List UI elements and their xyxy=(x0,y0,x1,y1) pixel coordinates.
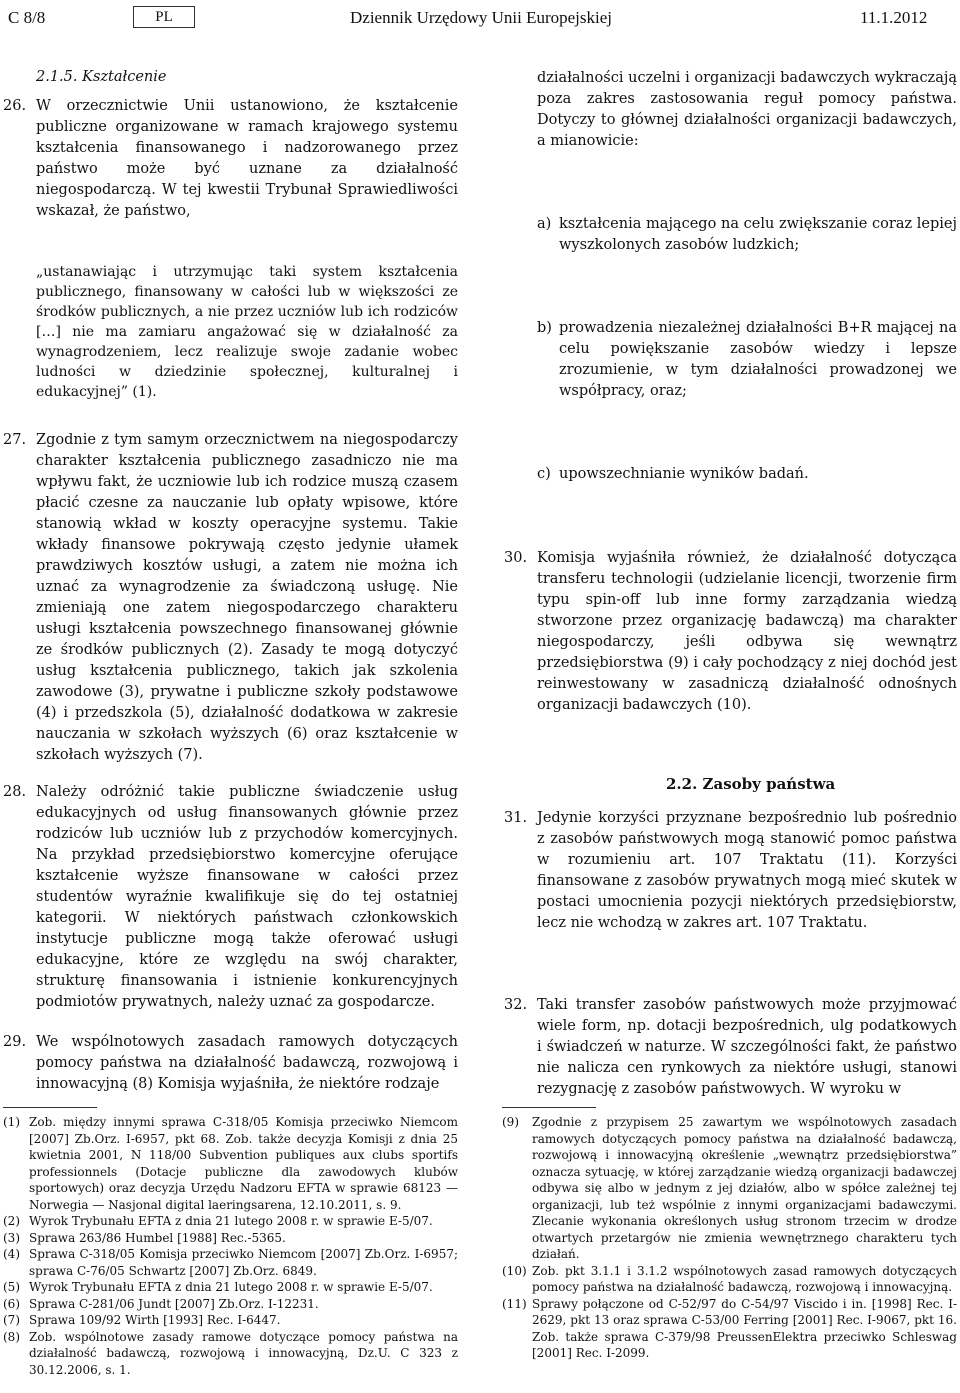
paragraph-text: Należy odróżnić takie publiczne świadczenie usług edukacyjnych od usług finansowanych głównie przez rodziców lub uczniów lub z przychodów komercyjnych. Na przykład przedsiębiorstwo komercyjne oferujące kształcenie wyższe finansowane w całości przez studentów wyraźnie kwalifikuje się do tej ostatniej kategorii. W niektórych państwach członkowskich instytucje publiczne mogą także oferować usługi edukacyjne, które ze względu na swój charakter, strukturę finansowania i istnienie konkurencyjnych podmiotów prywatnych, należy uznać za gospodarcze. xyxy=(36,784,458,1010)
section-heading-22: 2.2. Zasoby państwa xyxy=(666,775,836,793)
journal-title: Dziennik Urzędowy Unii Europejskiej xyxy=(350,8,613,27)
footnotes-right xyxy=(502,1114,957,1362)
page-header xyxy=(0,8,960,38)
paragraph-number: 30. xyxy=(504,550,528,566)
list-label: b) xyxy=(537,320,552,336)
footnote-2: (2) Wyrok Trybunału EFTA z dnia 21 lutego 2008 r. w sprawie E-5/07. xyxy=(3,1214,433,1228)
footnote-10: (10) Zob. pkt 3.1.1 i 3.1.2 wspólnotowych zasad ramowych dotyczących pomocy państwa na działalność badawczą, rozwojową i innowacyjną. xyxy=(502,1263,957,1294)
footnote-5: (5) Wyrok Trybunału EFTA z dnia 21 lutego 2008 r. w sprawie E-5/07. xyxy=(3,1280,433,1294)
paragraph-29 xyxy=(3,1032,458,1095)
footnote-9: (9) Zgodnie z przypisem 25 zawartym we wspólnotowych zasadach ramowych dotyczących pomocy państwa na działalność badawczą, rozwojową i innowacyjną określenie „wewnątrz przedsiębiorstwa” oznacza sytuację, w której zarządzanie wiedzą organizacji badawczej odbywa się albo w jednym z jej działów, albo w spółce zależnej tej organizacji, lub też wspólnie z innymi organizacjami badawczymi. Zlecanie wykonania określonych usług stronom trzecim w drodze otwartych przetargów nie zmienia wewnętrznego charakteru tych działań. xyxy=(502,1115,957,1261)
footnote-rule-left xyxy=(3,1107,97,1108)
footnote-7: (7) Sprawa 109/92 Wirth [1993] Rec. I-6447. xyxy=(3,1313,281,1327)
paragraph-29-continued xyxy=(537,68,957,152)
footnote-6: (6) Sprawa C-281/06 Jundt [2007] Zb.Orz. I-12231. xyxy=(3,1296,319,1311)
footnote-1: (1) Zob. między innymi sprawa C-318/05 Komisja przeciwko Niemcom [2007] Zb.Orz. I-6957, pkt 68. Zob. także decyzja Komisji z dnia 25 kwietnia 2001, N 118/00 Subvention publiques aux clubs sportifs professionnels (Dotacje publiczne dla zawodowych klubów sportowych) oraz decyzja Urzędu Nadzoru EFTA w sprawie 68123 — Norwegia — Nasjonal digital laeringsarena, 12.10.2011, s. 9. xyxy=(3,1115,458,1212)
paragraph-text: działalności uczelni i organizacji badawczych wykraczają poza zakres zastosowania reguł pomocy państwa. Dotyczy to głównej działalności organizacji badawczych, a mianowicie: xyxy=(537,70,957,149)
paragraph-number: 28. xyxy=(3,784,27,800)
paragraph-text: We wspólnotowych zasadach ramowych dotyczących pomocy państwa na działalność badawczą, rozwojową i innowacyjną (8) Komisja wyjaśniła, że niektóre rodzaje xyxy=(36,1034,458,1092)
publication-date: 11.1.2012 xyxy=(860,8,928,27)
list-item-a xyxy=(537,214,957,256)
list-label: a) xyxy=(537,216,552,232)
paragraph-number: 32. xyxy=(504,997,528,1013)
footnote-8: (8) Zob. wspólnotowe zasady ramowe dotyczące pomocy państwa na działalność badawczą, rozwojową i innowacyjną, Dz.U. C 323 z 30.12.2006, s. 1. xyxy=(3,1329,458,1377)
paragraph-28 xyxy=(3,782,458,1013)
paragraph-32 xyxy=(504,995,957,1100)
paragraph-text: Komisja wyjaśniła również, że działalność dotycząca transferu technologii (udzielanie licencji, tworzenie firm typu spin-off lub inne formy zarządzania wiedzą stworzone przez organizację badawczą) ma charakter niegospodarczy, jeśli odbywa się wewnątrz przedsiębiorstwa (9) i cały pochodzący z niej dochód jest reinwestowany w zasadniczą działalność odnośnych organizacji badawczych (10). xyxy=(537,550,957,713)
quotation-text: „ustanawiając i utrzymując taki system kształcenia publicznego, finansowany w całości lub w większości ze środków publicznych, a nie przez uczniów lub ich rodziców […] nie ma zamiaru angażować się w działalność za wynagrodzeniem, lecz realizuje swoje zadanie wobec ludności w dziedzinie społecznej, kulturalnej i edukacyjnej” (1). xyxy=(36,264,458,400)
list-label: c) xyxy=(537,466,551,482)
paragraph-31 xyxy=(504,808,957,934)
footnote-rule-right xyxy=(502,1107,596,1108)
list-text: upowszechnianie wyników badań. xyxy=(559,466,809,482)
list-item-b xyxy=(537,318,957,402)
list-item-c xyxy=(537,464,957,485)
paragraph-text: Jedynie korzyści przyznane bezpośrednio lub pośrednio z zasobów państwowych mogą stanowić pomoc państwa w rozumieniu art. 107 Traktatu (11). Korzyści finansowane z zasobów prywatnych mogą mieć skutek w postaci umocnienia pozycji niektórych przedsiębiorstw, lecz nie wchodzą w zakres art. 107 Traktatu. xyxy=(537,810,957,931)
page-number: C 8/8 xyxy=(8,8,46,27)
paragraph-text: Taki transfer zasobów państwowych może przyjmować wiele form, np. dotacji bezpośrednich, ulg podatkowych i świadczeń w naturze. W szczególności fakt, że państwo nie nalicza cen rynkowych za niektóre usługi, stanowi rezygnację z zasobów państwowych. W wyroku w xyxy=(537,997,957,1097)
quotation-26 xyxy=(36,262,458,402)
paragraph-text: Zgodnie z tym samym orzecznictwem na niegospodarczy charakter kształcenia publicznego zasadniczo nie ma wpływu fakt, że uczniowie lub ich rodzice muszą czasem płacić czesne za nauczanie lub opłaty wpisowe, które stanowią wkład w koszty operacyjne systemu. Takie wkłady finansowe pokrywają często jedynie ułamek prawdziwych kosztów usługi, a zatem nie można ich uznać za wynagrodzenie za świadczoną usługę. Nie zmieniają one zatem niegospodarczego charakteru usługi kształcenia powszechnego finansowanej głównie ze środków publicznych (2). Zasady te mogą dotyczyć usług kształcenia publicznego, takich jak szkolenia zawodowe (3), prywatne i publiczne szkoły podstawowe (4) i przedszkola (5), działalność dodatkowa w zakresie nauczania w szkołach wyższych (6) oraz kształcenie w szkołach wyższych (7). xyxy=(36,432,458,763)
paragraph-number: 31. xyxy=(504,810,528,826)
footnote-4: (4) Sprawa C-318/05 Komisja przeciwko Niemcom [2007] Zb.Orz. I-6957; sprawa C-76/05 Schwartz [2007] Zb.Orz. 6849. xyxy=(3,1247,458,1278)
paragraph-text: W orzecznictwie Unii ustanowiono, że kształcenie publiczne organizowane w ramach krajowego systemu kształcenia finansowanego i nadzorowanego przez państwo może być uznane za działalność niegospodarczą. W tej kwestii Trybunał Sprawiedliwości wskazał, że państwo, xyxy=(36,98,458,219)
footnote-3: (3) Sprawa 263/86 Humbel [1988] Rec.-5365. xyxy=(3,1230,286,1245)
list-text: prowadzenia niezależnej działalności B+R mającej na celu powiększanie zasobów wiedzy i lepsze zrozumienie, w tym działalności prowadzonej we współpracy, oraz; xyxy=(559,320,957,399)
paragraph-number: 29. xyxy=(3,1034,27,1050)
paragraph-number: 26. xyxy=(3,98,27,114)
section-heading-215: 2.1.5. Kształcenie xyxy=(36,69,167,85)
list-text: kształcenia mającego na celu zwiększanie coraz lepiej wyszkolonych zasobów ludzkich; xyxy=(559,216,957,253)
paragraph-number: 27. xyxy=(3,432,27,448)
language-badge: PL xyxy=(133,6,195,28)
paragraph-27 xyxy=(3,430,458,766)
paragraph-30 xyxy=(504,548,957,716)
footnote-11: (11) Sprawy połączone od C-52/97 do C-54/97 Viscido i in. [1998] Rec. I-2629, pkt 13 oraz sprawa C-53/00 Ferring [2001] Rec. I-9067, pkt 16. Zob. także sprawa C-379/98 PreussenElektra przeciwko Schleswag [2001] Rec. I-2099. xyxy=(502,1296,957,1360)
footnotes-left xyxy=(3,1114,458,1378)
paragraph-26 xyxy=(3,96,458,222)
